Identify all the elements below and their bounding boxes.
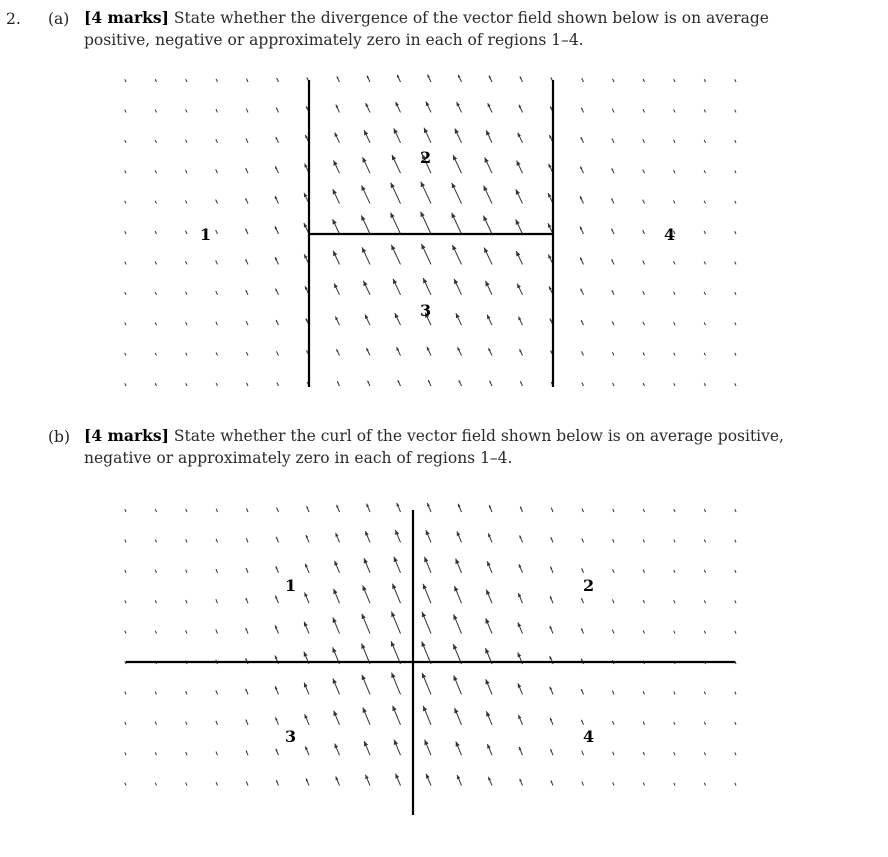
vector-b-20-1 [735,540,736,543]
vector-b-18-1 [674,540,675,543]
vector-b-16-6 [612,690,614,694]
region-label-b-3: 3 [285,727,297,746]
vector-b-1-2 [155,570,156,573]
region-label-a-4: 4 [664,225,676,244]
vector-b-19-1 [704,540,705,543]
vector-b-16-7 [612,721,614,725]
region-label-a-1: 1 [200,225,212,244]
vector-b-17-2 [643,570,644,573]
vector-b-1-0 [155,509,156,512]
vector-b-1-1 [155,540,156,543]
vector-b-2-7 [186,722,187,725]
vector-b-19-2 [704,570,705,573]
vector-b-17-7 [643,722,644,725]
vector-b-20-5 [735,661,736,664]
vector-b-18-8 [674,752,675,755]
vector-b-0-4 [125,631,126,634]
vector-b-16-8 [613,752,614,756]
vector-b-20-2 [735,570,736,573]
vector-b-16-1 [613,539,614,542]
vector-b-20-9 [735,783,736,786]
part-a-marks: [4 marks] [84,8,169,27]
vector-b-1-9 [155,783,156,786]
vector-b-1-8 [155,752,156,755]
vector-b-3-1 [216,539,217,542]
vector-b-3-4 [216,629,218,633]
vector-b-0-9 [125,783,126,786]
vector-b-15-9 [582,782,584,786]
vector-b-2-2 [186,570,187,573]
vector-b-19-8 [704,752,705,755]
part-a-label: (a) [48,10,70,28]
vector-b-17-0 [643,509,644,512]
vector-b-3-6 [216,690,218,694]
vector-b-3-0 [216,509,217,512]
region-label-b-4: 4 [583,727,595,746]
vector-b-15-1 [582,538,584,542]
vector-b-16-4 [612,630,614,634]
vector-b-17-9 [643,783,644,786]
vector-b-2-9 [186,783,187,786]
vector-b-0-0 [125,509,126,512]
vector-b-15-8 [582,751,584,755]
vector-b-15-0 [582,508,583,512]
vector-b-1-7 [155,722,156,725]
part-b-line1: State whether the curl of the vector field shown below is on average positive, [168,427,784,445]
vector-b-15-2 [582,568,584,573]
vector-b-3-9 [216,782,217,785]
vector-b-18-2 [674,570,675,573]
vector-b-0-3 [125,600,126,603]
vector-b-18-7 [674,722,675,725]
vector-b-18-4 [674,631,675,634]
part-b-label: (b) [48,428,71,446]
vector-b-3-7 [216,721,218,725]
vector-b-2-8 [186,752,187,755]
vector-b-20-8 [735,752,736,755]
vector-b-19-9 [704,783,705,786]
vector-b-3-2 [216,569,218,573]
vector-b-16-0 [613,509,614,512]
vector-b-2-0 [186,509,187,512]
vector-b-17-8 [643,752,644,755]
vector-b-2-4 [186,630,187,633]
vector-b-3-8 [216,752,218,756]
vector-b-18-3 [674,600,675,603]
region-label-b-2: 2 [583,576,595,595]
vector-b-0-6 [125,692,126,695]
vector-b-0-2 [125,570,126,573]
vector-b-20-0 [735,509,736,512]
vector-b-18-0 [674,509,675,512]
vector-b-2-1 [186,539,187,542]
vector-b-1-4 [155,631,156,634]
vector-b-3-3 [216,599,218,603]
part-a-line1: State whether the divergence of the vector field shown below is on average [168,9,769,27]
vector-b-19-6 [704,692,705,695]
region-label-a-2: 2 [420,148,432,167]
vector-b-19-7 [704,722,705,725]
region-label-b-1: 1 [285,576,297,595]
vector-b-18-9 [674,783,675,786]
vector-b-19-0 [704,509,705,512]
vector-b-1-6 [155,691,156,694]
vector-b-4-1 [246,538,248,542]
vector-b-17-4 [643,630,644,633]
vector-b-19-3 [704,600,705,603]
vector-b-20-3 [735,600,736,603]
vector-b-17-1 [643,539,644,542]
vector-b-2-6 [186,691,187,694]
vector-b-4-9 [246,781,248,785]
part-b-line2: negative or approximately zero in each of regions 1–4. [84,449,513,467]
vector-b-20-6 [735,692,736,695]
vector-b-14-0 [551,508,553,512]
vector-b-0-7 [125,722,126,725]
vector-b-20-4 [735,631,736,634]
vector-b-0-1 [125,540,126,543]
vector-b-16-9 [613,782,614,785]
vector-b-16-2 [613,569,614,573]
region-label-a-3: 3 [420,301,432,320]
question-number: 2. [6,10,21,28]
vector-b-4-0 [246,508,248,512]
vector-b-19-4 [704,631,705,634]
vector-b-18-6 [674,691,675,694]
vector-b-17-3 [643,600,644,603]
vector-b-0-8 [125,752,126,755]
vector-arrows-b [125,503,736,786]
vector-b-1-3 [155,600,156,603]
vector-b-5-0 [277,507,279,512]
part-b-marks: [4 marks] [84,426,169,445]
vector-b-0-5 [125,661,126,664]
vector-b-16-3 [612,599,614,603]
vector-b-2-3 [186,600,187,603]
part-a-line2: positive, negative or approximately zero in each of regions 1–4. [84,31,584,49]
vector-b-20-7 [735,722,736,725]
vector-b-17-6 [643,691,644,694]
